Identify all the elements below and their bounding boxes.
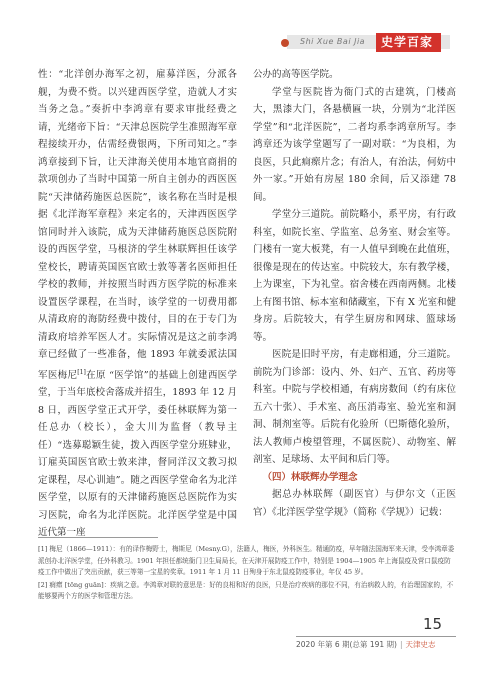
- left-text-2: 在原 “医学馆”的基础上创建西医学堂，于当年底校舍落成并招生，1893 年 12 月 8 日，西医学堂正式开学，委任林联辉为第一任总办（校长），金大川为监督（教导主任）“选募聪颖生徒，拨入西医学堂分班肄业，订雇英国医官欧士敦来津，督同洋汉文教习拟定课程，尽心训迪”。随之西医学堂命名为北洋医学堂，以原有的天津储药施医总医院作为实习医院，命名为北洋医院。北洋医学堂是中国近代第一座: [38, 369, 237, 539]
- footnote-1: [1] 梅尼（1866—1911）：有的译作梅野士，梅斯尼（Mesny.G），法籍人，梅医，外科医生。精通防疫，早年随法国海军来天津，受李鸿章委派创办北洋医学堂，任外科教习。1901 年担任都统衙门卫生局局长，在天津开展防疫工作中，特别是 1904—1905 年上海鼠疫及营口鼠疫防疫工作中做出了突出贡献，获三等第一宝星的奖章。1911 年 1 月 11 日殉身于东北鼠疫防疫事业，年仅 45 岁。: [38, 545, 455, 576]
- right-paragraph-4: 据总办林联辉（副医官）与伊尔文（正医官）《北洋医学堂学规》（简称《学规》）记载：: [253, 489, 456, 518]
- issue-text: 2020 年第 6 期(总第 191 期): [296, 640, 397, 649]
- footnotes: [38, 544, 456, 604]
- right-paragraph-1: 学堂与医院皆为衙门式的古建筑，门楼高大，黑漆大门，各悬横匾一块，分别为“北洋医学堂”和“北洋医院”，二者均系李鸿章所写。李鸿章还为该学堂题写了一副对联：“为良相，为良医，只此痌瘝片念；有治人，有治法，何妨中外一家。”开始有房屋 180 余间，后又添建 78 间。: [253, 86, 456, 203]
- right-paragraph-3: 医院是旧时平房，有走廊相通，分三道院。前院为门诊部：设内、外、妇产、五官、药房等科室。中院与学校相通，有病房数间（约有床位五六十张）、手术室、高压消毒室、验光室和洞洞、制剂室等。后院有化验所（巴斯德化验所，法人教师卢梭望管理，不属医院）、动物室、解剖室、足球场、太平间和后门等。: [253, 349, 456, 465]
- header-english-title: Shi Xue Bai Jia: [300, 37, 366, 46]
- left-paragraph-1: [38, 66, 237, 542]
- footer-rule: [296, 636, 456, 637]
- page-number: 15: [423, 615, 443, 633]
- right-top-line: 公办的高等医学院。: [253, 69, 339, 80]
- header-chinese-title: 史学百家: [381, 35, 434, 49]
- footer-issue: [296, 639, 435, 650]
- journal-name: 天津史志: [405, 640, 436, 649]
- left-column: [38, 66, 237, 542]
- right-column: [253, 66, 456, 521]
- right-paragraph-2: 学堂分三道院。前院略小，系平房，有行政科室，如院长室、学监室、总务室、财会室等。门楼有一宽大板凳，有一人值早到晚在此值班，很像是现在的传达室。中院较大，东有教学楼，上为课室，下为礼堂。宿舍楼在西南两侧。北楼上有图书馆、标本室和储藏室，下有 X 光室和健身房。后院较大，有学生厨房和网球、篮球场等。: [253, 209, 456, 343]
- footnote-ref-1: [1]: [77, 368, 86, 376]
- section-title: （四）林联辉办学理念: [262, 471, 358, 483]
- footer-divider: |: [399, 640, 403, 649]
- left-text-1: 性：“北洋创办海军之初，雇募洋医，分派各舰，为费不赀。以兴建西医学堂，造就人才实当务之急。”奏折中李鸿章有要求审批经费之请，光绪帝下旨：“天津总医院学生准照海军章程接续开办，估需经费银两，下所司知之。”李鸿章接到下旨，让天津海关使用本地官商捐的款项创办了当时中国第一所自主创办的西医医院“天津储药施医总医院”，该名称在当时是根据《北洋海军章程》来定名的，天津西医医学馆同时并入该院，成为天津储药施医总医院附设的西医学堂，马根济的学生林联辉担任该学堂校长，聘请英国医官欧士敦等著名医师担任学校的教师，并按照当时西方医学院的标准来设置医学课程，在当时，该学堂的一切费用都从清政府的海防经费中拨付，目的在于专门为清政府培养军医人才。实际情况是这之前李鸿章已经做了一些准备，他 1893 年就委派法国军医梅尼: [38, 69, 237, 381]
- header-bullet-icon: [281, 39, 289, 47]
- footnote-separator: [38, 537, 158, 538]
- footnote-2: [2] 痌瘝 [tōng guān]：疾病之意。李鸿章对联的意思是：好的良相和好的良医，只是治疗疾病的那位不同，有治病救人的，有治理国家的，不能够要两个方的医学和管理方法。: [38, 580, 454, 600]
